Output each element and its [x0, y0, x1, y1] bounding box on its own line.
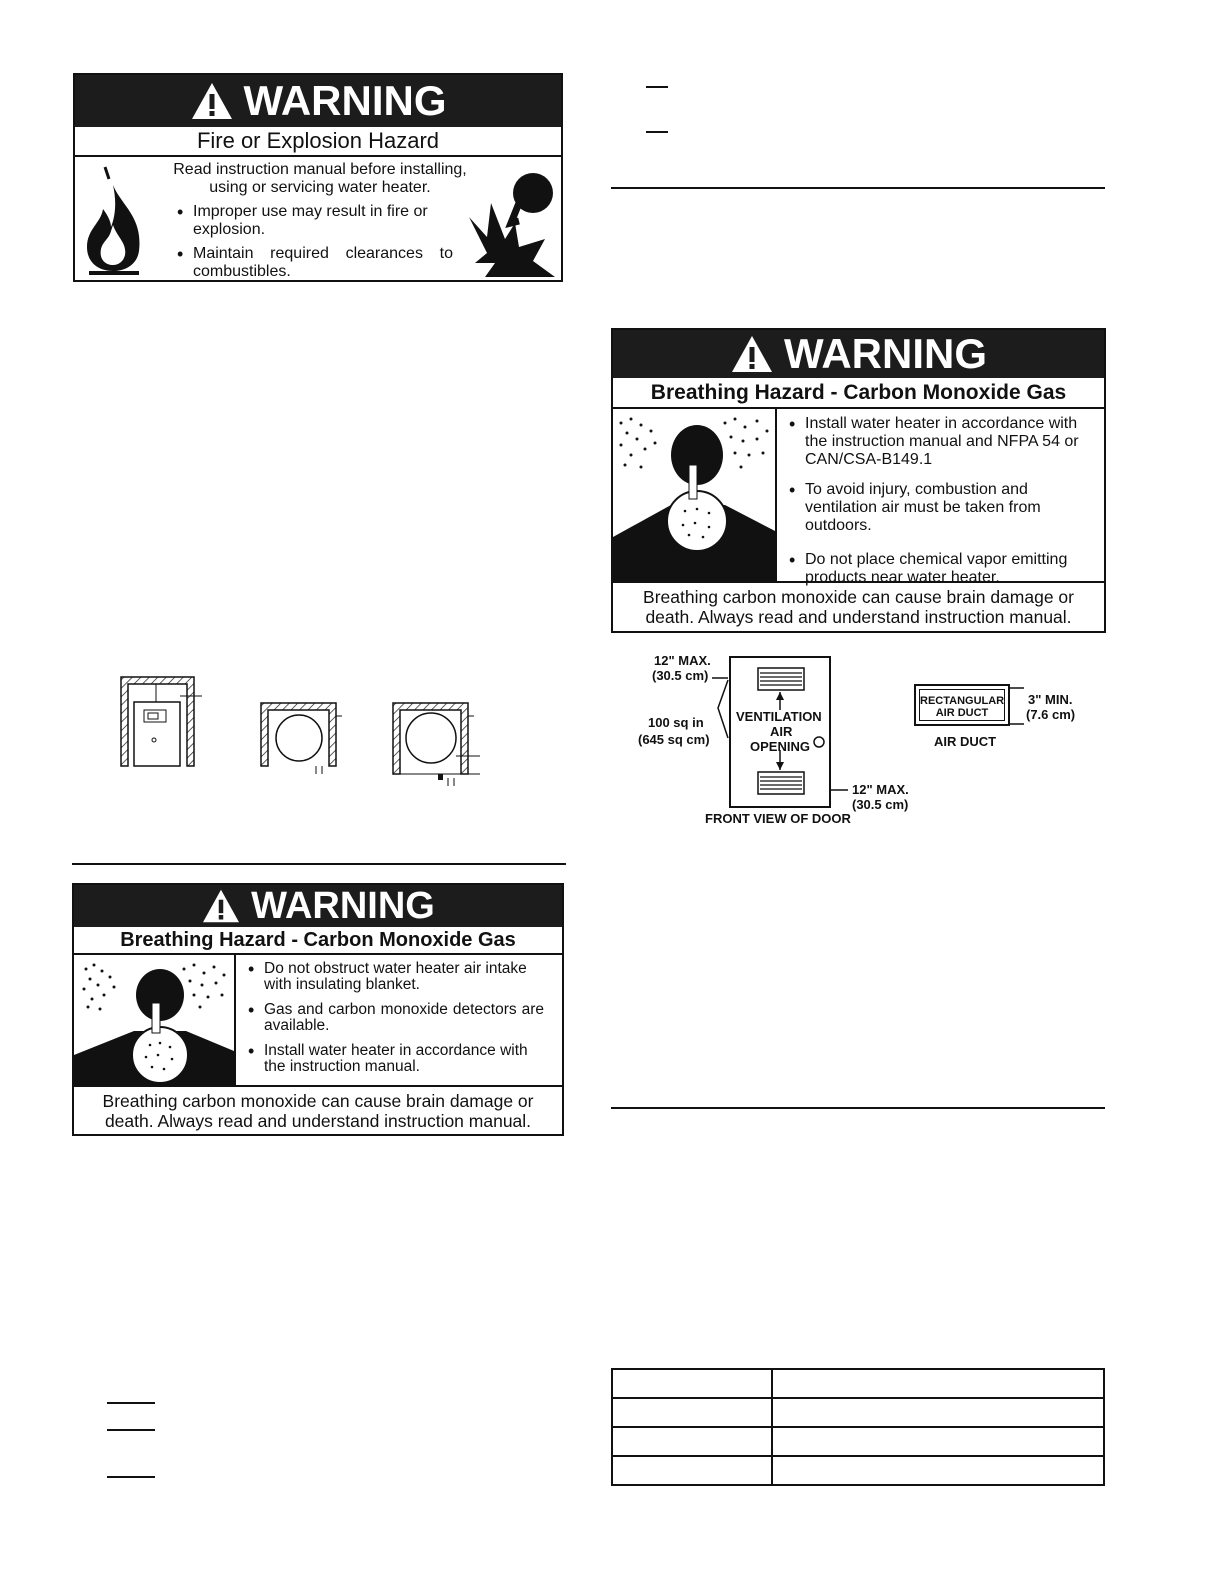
- blank-line: [107, 1429, 155, 1431]
- bottom-clearance-label: 12" MAX.: [852, 782, 909, 797]
- table-cell: [612, 1398, 772, 1427]
- co-figure-panel: [613, 409, 777, 581]
- breathing-person-icon: [74, 955, 234, 1085]
- data-table: [611, 1368, 1105, 1486]
- blank-line: [107, 1476, 155, 1478]
- duct-min-label: 3" MIN.: [1028, 692, 1073, 707]
- duct-min-cm: (7.6 cm): [1026, 707, 1076, 722]
- bullet-item: • Improper use may result in fire or explosion.: [173, 203, 453, 239]
- warning-header: [75, 75, 561, 127]
- warning-heading: WARNING: [243, 77, 447, 124]
- table-cell: [772, 1369, 1104, 1398]
- section-divider: [72, 863, 566, 865]
- bullet-item: • Gas and carbon monoxide detectors are available.: [244, 1002, 544, 1034]
- bullet-item: • Install water heater in accordance with the instruction manual and NFPA 54 or CAN/CSA-B149.1: [785, 415, 1091, 469]
- duct-box-line1: RECTANGULAR: [920, 695, 1005, 707]
- air-duct-diagram: [910, 682, 1090, 752]
- bullet-item: • To avoid injury, combustion and ventilation air must be taken from outdoors.: [785, 481, 1091, 535]
- opening-label-2: AIR: [770, 724, 793, 739]
- table-cell: [612, 1427, 772, 1456]
- rectangular-duct-box: [914, 684, 1010, 726]
- clearance-diagram-front: [118, 674, 218, 770]
- warning-footer: Breathing carbon monoxide can cause brain damage or death. Always read and understand instruction manual.: [74, 1085, 562, 1135]
- bullet-item: • Install water heater in accordance with the instruction manual.: [244, 1043, 544, 1075]
- warning-header: [613, 330, 1104, 378]
- warning-subheading: Breathing Hazard - Carbon Monoxide Gas: [74, 927, 562, 955]
- warning-header: [74, 885, 562, 927]
- bottom-clearance-cm: (30.5 cm): [852, 797, 909, 812]
- warning-heading: WARNING: [784, 330, 987, 377]
- bullet-item: • Do not place chemical vapor emitting products near water heater.: [785, 551, 1091, 587]
- table-row: [612, 1456, 1104, 1485]
- table-cell: [612, 1369, 772, 1398]
- opening-area-label: 100 sq in: [648, 715, 704, 730]
- door-caption: FRONT VIEW OF DOOR: [705, 811, 851, 826]
- warning-footer: Breathing carbon monoxide can cause brain damage or death. Always read and understand instruction manual.: [613, 581, 1104, 631]
- co-figure-panel: [74, 955, 236, 1085]
- breathing-person-icon: [613, 409, 775, 581]
- duct-caption: AIR DUCT: [934, 734, 997, 749]
- table-row: [612, 1398, 1104, 1427]
- table-cell: [772, 1398, 1104, 1427]
- top-clearance-label: 12" MAX.: [654, 653, 711, 668]
- explosion-icon: [465, 167, 559, 281]
- table-row: [612, 1427, 1104, 1456]
- warning-subheading: Breathing Hazard - Carbon Monoxide Gas: [613, 378, 1104, 409]
- bullet-item: • Do not obstruct water heater air intake with insulating blanket.: [244, 961, 544, 993]
- fire-warning-bullets: [173, 203, 453, 287]
- warning-triangle-icon: [190, 81, 234, 121]
- fire-warning-box: [73, 73, 563, 282]
- table-cell: [772, 1456, 1104, 1485]
- co-warning-bullets: [785, 415, 1091, 593]
- table-row: [612, 1369, 1104, 1398]
- section-divider: [611, 187, 1105, 189]
- blank-line: [107, 1402, 155, 1404]
- clearance-diagram-top: [258, 700, 348, 780]
- opening-area-cm: (645 sq cm): [638, 732, 710, 747]
- bullet-item: • Maintain required clearances to combustibles.: [173, 245, 453, 281]
- co-warning-box-right: [611, 328, 1106, 633]
- blank-line: [646, 86, 668, 88]
- door-ventilation-diagram: [630, 650, 930, 830]
- table-cell: [772, 1427, 1104, 1456]
- co-warning-box-left: [72, 883, 564, 1136]
- warning-triangle-icon: [201, 888, 241, 924]
- table-cell: [612, 1456, 772, 1485]
- fire-warning-intro: Read instruction manual before installing, using or servicing water heater.: [173, 161, 467, 196]
- warning-subheading: Fire or Explosion Hazard: [75, 127, 561, 157]
- section-divider: [611, 1107, 1105, 1109]
- warning-triangle-icon: [730, 334, 774, 374]
- co-warning-bullets: [244, 961, 544, 1081]
- top-clearance-cm: (30.5 cm): [652, 668, 709, 683]
- opening-label-1: VENTILATION: [736, 709, 822, 724]
- opening-label-3: OPENING: [750, 739, 810, 754]
- flame-icon: [81, 165, 145, 277]
- blank-line: [646, 131, 668, 133]
- clearance-diagram-top-2: [390, 700, 482, 790]
- duct-box-line2: AIR DUCT: [935, 707, 989, 719]
- warning-heading: WARNING: [251, 884, 435, 927]
